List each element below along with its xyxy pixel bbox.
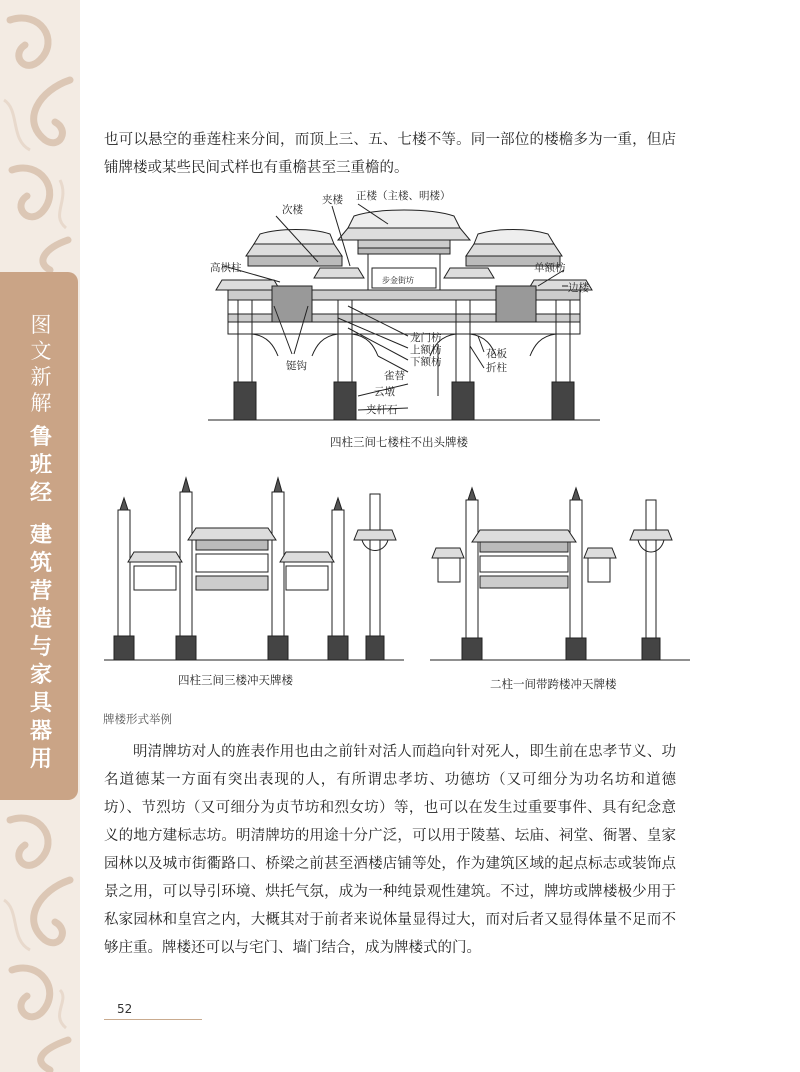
label-xiaefang: 下额枋: [410, 356, 442, 368]
label-bianlou: 边楼: [568, 282, 589, 294]
figure-seven-roof-pailou: [208, 186, 600, 454]
label-jialou: 夹楼: [322, 194, 343, 206]
label-gaogongzhu: 高栱柱: [210, 262, 242, 274]
label-danefang: 单额枋: [534, 262, 566, 274]
footer-rule: [104, 1019, 202, 1020]
series-title: 图文新解: [30, 313, 52, 415]
label-zhezhu: 折柱: [486, 362, 507, 374]
two-pillar-pailou-drawing-icon: [430, 486, 690, 668]
chapter-side-tab: [0, 272, 78, 800]
page-number: 52: [117, 1002, 133, 1016]
label-zhenglou: 正楼（主楼、明楼）: [356, 190, 451, 202]
figure-four-pillar-chongtian: [104, 474, 404, 688]
label-yundun: 云墩: [374, 386, 395, 398]
chongtian-pailou-drawing-icon: [104, 474, 404, 668]
plaque-inscription: 步金街坊: [382, 276, 414, 285]
label-shangefang: 上额枋: [410, 344, 442, 356]
label-queti: 雀替: [384, 370, 405, 382]
pailou-drawing-icon: [208, 186, 600, 454]
body-paragraph-1: 也可以悬空的垂莲柱来分间，而顶上三、五、七楼不等。同一部位的楼檐多为一重，但店铺牌楼或某些民间式样也有重檐甚至三重檐的。: [104, 132, 676, 176]
body-paragraph-2: 明清牌坊对人的旌表作用也由之前针对活人而趋向针对死人，即生前在忠孝节义、功名道德某一方面有突出表现的人，有所谓忠孝坊、功德坊（又可细分为功名坊和道德坊）、节烈坊（又可细分为贞节坊和烈女坊）等，也可以在发生过重要事件、具有纪念意义的地方建标志坊。明清牌坊的用途十分广泛，可以用于陵墓、坛庙、祠堂、衙署、皇家园林以及城市街衢路口、桥梁之前甚至酒楼店铺等处，作为建筑区域的起点标志或装饰点景之用，可以导引环境、烘托气氛，成为一种纯景观性建筑。不过，牌坊或牌楼极少用于私家园林和皇宫之内，大概其对于前者来说体量显得过大，而对后者又显得体量不足而不够庄重。牌楼还可以与宅门、墙门结合，成为牌楼式的门。: [104, 744, 676, 956]
figure-two-pillar-chongtian: [430, 486, 690, 690]
label-dianggou: 铤钩: [286, 360, 307, 372]
figure-right-caption: 二柱一间带跨楼冲天牌楼: [490, 677, 617, 691]
figure-main-caption: 四柱三间七楼柱不出头牌楼: [330, 435, 468, 449]
book-title-sub: 建筑营造与家具器用: [29, 523, 52, 772]
figure-left-caption: 四柱三间三楼冲天牌楼: [178, 673, 293, 687]
book-title-main: 鲁班经: [29, 425, 52, 506]
figure-group-note: 牌楼形式举例: [103, 712, 172, 726]
label-longmenfang: 龙门枋: [410, 332, 442, 344]
label-jiaganshi: 夹杆石: [366, 404, 398, 416]
label-cilou: 次楼: [282, 204, 303, 216]
label-huaban: 花板: [486, 348, 507, 360]
